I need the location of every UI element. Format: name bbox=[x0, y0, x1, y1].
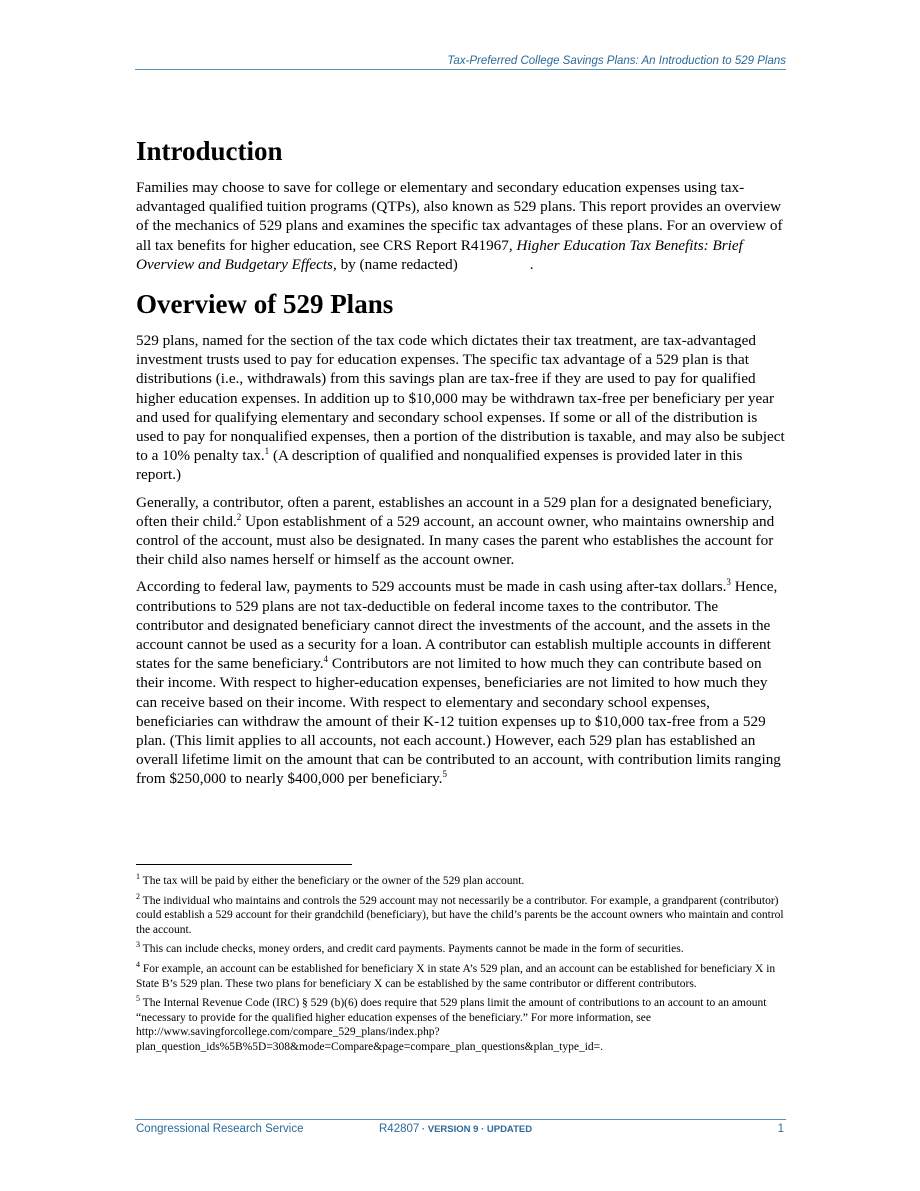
footnote-text: For example, an account can be established for beneficiary X in state A’s 529 plan, and an account can be established for beneficiary X in State B’s 529 plan. These two plans for beneficiary X can be established by the same contributor or different contributors. bbox=[136, 962, 776, 990]
footnote-ref-1[interactable]: 1 bbox=[264, 446, 270, 457]
overview-p3-text-b: Hence, contributions to 529 plans are not tax-deductible on federal income taxes to the contributor. The contributor and designated beneficiary cannot direct the investments of the account, and the assets in the account cannot be used as a security for a loan. A contributor can establish multiple accounts in different states for the same beneficiary. bbox=[136, 578, 778, 673]
overview-p3-text-a: According to federal law, payments to 529 accounts must be made in cash using after-tax dollars. bbox=[136, 578, 727, 596]
footer-rule bbox=[135, 1119, 786, 1120]
overview-paragraph-3 bbox=[136, 577, 788, 788]
footnote-number: 1 bbox=[136, 872, 140, 882]
footnote-text: The Internal Revenue Code (IRC) § 529 (b)(6) does require that 529 plans limit the amount of contributions to an account to an amount “necessary to provide for the qualified higher education expenses of the beneficiary.” For more information, see http://www.savingforcollege.com/compare_529_plans/index.php?plan_question_ids%5B%5D=308&mode=Compare&page=compare_plan_questions&plan_type_id=. bbox=[136, 997, 767, 1053]
intro-report-title: Higher Education Tax Benefits: Brief Overview and Budgetary Effects bbox=[136, 236, 743, 273]
running-header-title: Tax-Preferred College Savings Plans: An Introduction to 529 Plans bbox=[447, 55, 786, 67]
overview-p2-text-a: Generally, a contributor, often a parent, establishes an account in a 529 plan for a designated beneficiary, often their child. bbox=[136, 493, 772, 530]
footnote-4 bbox=[136, 962, 788, 991]
footnote-5 bbox=[136, 996, 788, 1054]
intro-text-b: , by (name redacted) bbox=[332, 255, 458, 273]
footnote-number: 5 bbox=[136, 994, 140, 1004]
footnote-ref-2[interactable]: 2 bbox=[236, 511, 242, 522]
footnote-1 bbox=[136, 874, 788, 889]
overview-p2-text-b: Upon establishment of a 529 account, an account owner, who maintains ownership and control of the account, must also be designated. In many cases the parent who establishes the account for their child also names herself or himself as the account owner. bbox=[136, 512, 775, 569]
heading-introduction: Introduction bbox=[136, 136, 283, 166]
footnote-text: The individual who maintains and controls the 529 account may not necessarily be a contributor. For example, a grandparent (contributor) could establish a 529 account for their grandchild (beneficiary), but have the child’s parents be the account owners who maintain and control the account. bbox=[136, 894, 784, 936]
intro-text-end: . bbox=[529, 255, 534, 273]
footnote-separator bbox=[136, 864, 352, 865]
overview-p3-text-c: Contributors are not limited to how much they can contribute based on their income. With respect to higher-education expenses, beneficiaries are not limited to how much they can receive based on their income. With respect to elementary and secondary school expenses, beneficiaries can withdraw the amount of their K-12 tuition expenses up to $10,000 tax-free from a 529 plan. (This limit applies to all accounts, not each account.) However, each 529 plan has established an overall lifetime limit on the amount that can be contributed to an account, with contribution limits ranging from $250,000 to nearly $400,000 per beneficiary. bbox=[136, 655, 781, 788]
footnotes bbox=[136, 874, 788, 1060]
main-content bbox=[136, 134, 788, 797]
footnote-number: 3 bbox=[136, 940, 140, 950]
footnote-number: 2 bbox=[136, 891, 140, 901]
page-footer bbox=[135, 1123, 786, 1139]
intro-text-a: Families may choose to save for college or elementary and secondary education expenses using tax-advantaged qualified tuition programs (QTPs), also known as 529 plans. This report provides an overview of the mechanics of 529 plans and examines the specific tax advantages of these plans. For an overview of all tax benefits for higher education, see CRS Report R41967, bbox=[136, 179, 783, 254]
footnote-3 bbox=[136, 942, 788, 957]
overview-paragraph-1 bbox=[136, 331, 788, 485]
heading-overview: Overview of 529 Plans bbox=[136, 289, 394, 320]
footnote-2 bbox=[136, 891, 788, 938]
footnote-number: 4 bbox=[136, 960, 140, 970]
footnote-ref-4[interactable]: 4 bbox=[323, 654, 329, 665]
footnote-text: This can include checks, money orders, and credit card payments. Payments cannot be made in the form of securities. bbox=[142, 943, 684, 956]
version-label: VERSION 9 · UPDATED bbox=[427, 1124, 533, 1135]
overview-paragraph-2 bbox=[136, 493, 788, 570]
version-separator: · bbox=[419, 1124, 428, 1135]
page-number: 1 bbox=[777, 1123, 784, 1135]
footer-organization: Congressional Research Service bbox=[136, 1123, 304, 1135]
footnote-ref-3[interactable]: 3 bbox=[726, 577, 731, 588]
footer-report-id bbox=[379, 1123, 532, 1135]
report-number: R42807 bbox=[379, 1123, 420, 1135]
header-rule bbox=[135, 69, 786, 70]
overview-p1-text-b: (A description of qualified and nonqualified expenses is provided later in this report.) bbox=[136, 447, 743, 484]
overview-p1-text-a: 529 plans, named for the section of the tax code which dictates their tax treatment, are tax-advantaged investment trusts used to pay for education expenses. The specific tax advantage of a 529 plan is that distributions (i.e., withdrawals) from this savings plan are tax-free if they are used to pay for qualified higher education expenses. In addition up to $10,000 may be withdrawn tax-free per beneficiary per year and used for qualifying elementary and secondary school expenses. If some or all of the distribution is used to pay for nonqualified expenses, then a portion of the distribution is taxable, and may also be subject to a 10% penalty tax. bbox=[136, 332, 785, 465]
footnote-text: The tax will be paid by either the beneficiary or the owner of the 529 plan account. bbox=[142, 875, 525, 887]
footnote-ref-5[interactable]: 5 bbox=[442, 769, 447, 780]
intro-paragraph bbox=[136, 178, 788, 274]
